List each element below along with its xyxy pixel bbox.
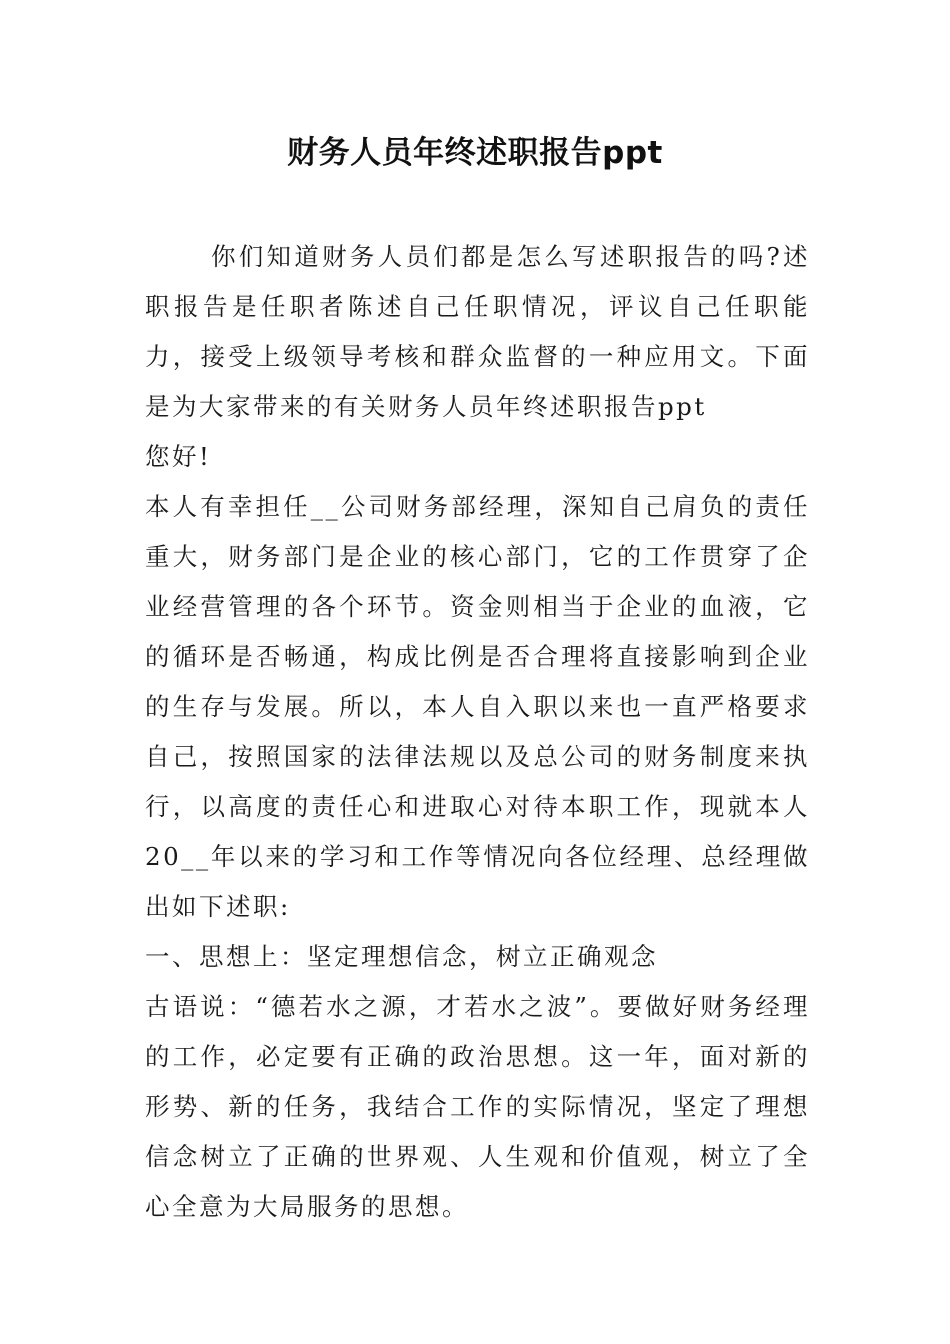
intro-paragraph: 你们知道财务人员们都是怎么写述职报告的吗?述职报告是任职者陈述自己任职情况，评议自己任职能力，接受上级领导考核和群众监督的一种应用文。下面是为大家带来的有关财务人员年终述职报告ppt [145,242,810,421]
document-title: 财务人员年终述职报告ppt [287,135,663,171]
self-introduction-paragraph: 本人有幸担任__公司财务部经理，深知自己肩负的责任重大，财务部门是企业的核心部门，它的工作贯穿了企业经营管理的各个环节。资金则相当于企业的血液，它的循环是否畅通，构成比例是否合理将直接影响到企业的生存与发展。所以，本人自入职以来也一直严格要求自己，按照国家的法律法规以及总公司的财务制度来执行，以高度的责任心和进取心对待本职工作，现就本人20__年以来的学习和工作等情况向各位经理、总经理做出如下述职: [145,492,810,921]
thought-paragraph: 古语说：“德若水之源，才若水之波”。要做好财务经理的工作，必定要有正确的政治思想。这一年，面对新的形势、新的任务，我结合工作的实际情况，坚定了理想信念树立了正确的世界观、人生观和价值观，树立了全心全意为大局服务的思想。 [145,992,810,1221]
document-body [145,232,810,1232]
greeting-paragraph: 您好! [145,442,212,471]
section-heading: 一、思想上：坚定理想信念，树立正确观念 [145,942,658,971]
